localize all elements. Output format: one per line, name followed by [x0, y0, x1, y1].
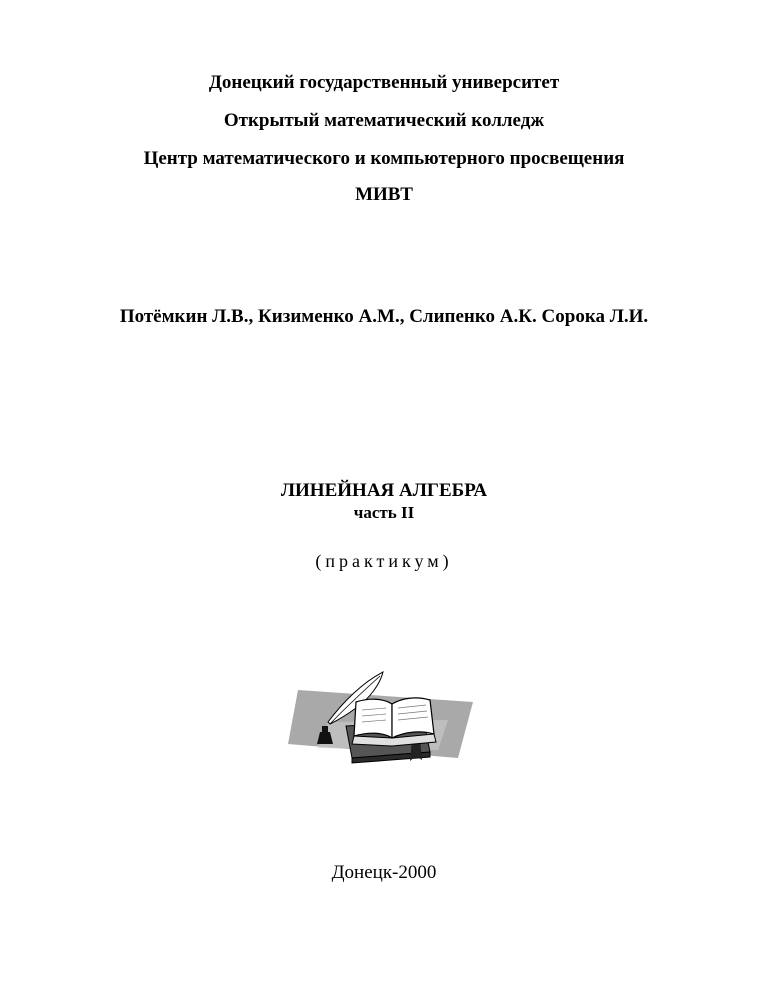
book-part: часть II [353, 503, 415, 522]
college-name: Открытый математический колледж [223, 110, 545, 131]
institution-abbrev: МИВТ [355, 184, 413, 205]
place-and-year: Донецк-2000 [331, 862, 437, 883]
university-name: Донецкий государственный университет [208, 72, 560, 93]
authors: Потёмкин Л.В., Кизименко А.М., Слипенко А.К. Сорока Л.И. [119, 306, 649, 327]
book-title: ЛИНЕЙНАЯ АЛГЕБРА [280, 480, 488, 501]
book-subtitle: (практикум) [315, 551, 453, 571]
center-name: Центр математического и компьютерного просвещения [143, 148, 625, 169]
book-and-quill-icon [288, 662, 478, 774]
